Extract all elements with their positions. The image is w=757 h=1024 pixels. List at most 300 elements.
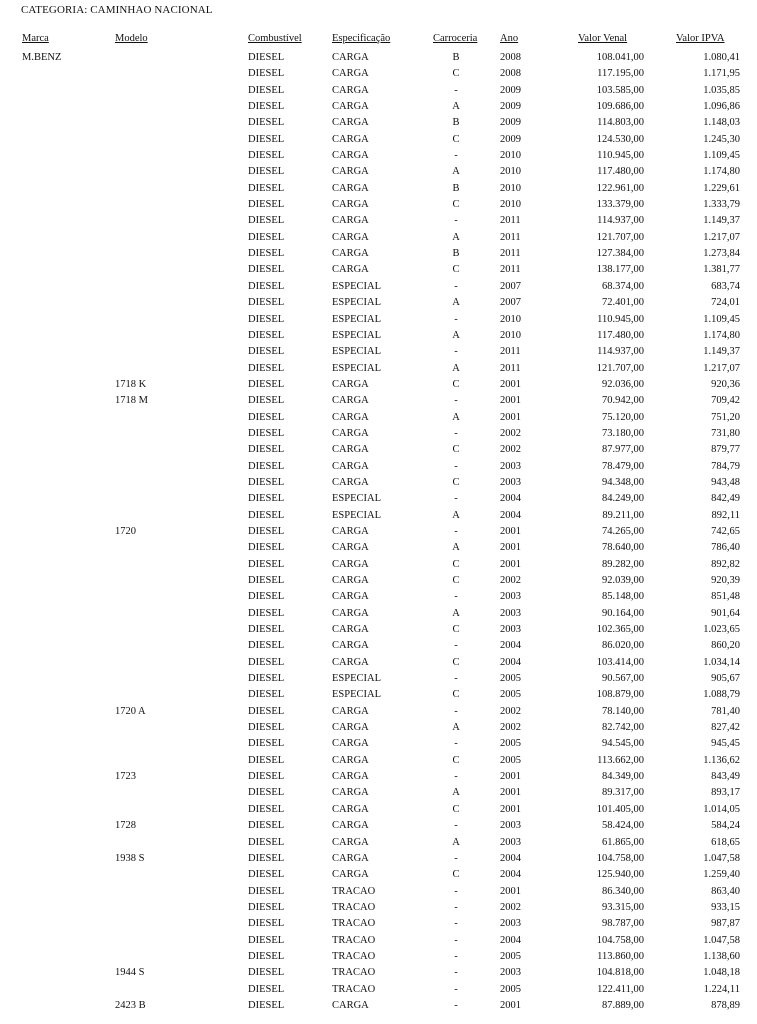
cell-ano: 2008 [500,68,521,80]
table-row [0,100,757,116]
table-row [0,934,757,950]
cell-especificacao: CARGA [332,101,369,113]
cell-carroceria: - [454,918,458,930]
table-row [0,345,757,361]
cell-ano: 2005 [500,983,521,995]
cell-valor-venal: 113.860,00 [597,950,644,962]
cell-valor-ipva: 893,17 [711,787,740,799]
cell-carroceria: - [454,673,458,685]
cell-valor-ipva: 1.047,58 [703,852,740,864]
column-header-especificacao: Especificação [332,33,391,44]
table-row [0,149,757,165]
cell-carroceria: A [452,542,460,554]
cell-carroceria: - [454,640,458,652]
table-row [0,394,757,410]
cell-carroceria: C [452,378,460,390]
cell-carroceria: - [454,999,458,1011]
cell-combustivel: DIESEL [248,673,285,685]
cell-valor-venal: 102.365,00 [596,624,644,636]
cell-valor-venal: 114.803,00 [597,117,644,129]
cell-valor-venal: 125.940,00 [596,869,644,881]
cell-especificacao: CARGA [332,771,369,783]
cell-carroceria: - [454,395,458,407]
table-row [0,525,757,541]
cell-especificacao: CARGA [332,869,369,881]
cell-especificacao: CARGA [332,575,369,586]
cell-valor-ipva: 1.149,37 [703,215,740,227]
cell-carroceria: C [452,803,460,815]
cell-ano: 2001 [500,787,521,799]
cell-carroceria: - [454,346,458,358]
cell-valor-ipva: 751,20 [711,411,740,423]
cell-carroceria: - [454,150,458,162]
cell-carroceria: C [452,656,460,668]
cell-ano: 2007 [500,280,521,292]
cell-valor-venal: 84.349,00 [602,771,644,783]
cell-valor-venal: 84.249,00 [602,493,644,505]
cell-valor-venal: 108.879,00 [596,689,644,701]
cell-valor-venal: 75.120,00 [602,411,644,423]
cell-valor-venal: 124.530,00 [596,133,644,145]
cell-carroceria: - [454,525,458,537]
cell-valor-ipva: 1.080,41 [703,52,740,63]
cell-ano: 2001 [500,378,521,390]
table-row [0,885,757,901]
cell-valor-ipva: 683,74 [711,280,740,292]
cell-combustivel: DIESEL [248,215,285,227]
cell-valor-ipva: 863,40 [711,885,740,897]
cell-ano: 2009 [500,117,521,129]
cell-valor-ipva: 842,49 [711,493,740,505]
cell-especificacao: CARGA [332,705,369,717]
cell-carroceria: - [454,983,458,995]
cell-carroceria: C [452,558,460,570]
cell-valor-ipva: 1.174,80 [703,166,740,178]
cell-carroceria: - [454,771,458,783]
cell-carroceria: - [454,313,458,325]
cell-combustivel: DIESEL [248,820,285,832]
cell-especificacao: CARGA [332,52,369,63]
cell-ano: 2008 [500,52,521,63]
column-header-valor-ipva: Valor IPVA [676,33,725,44]
cell-valor-ipva: 1.034,14 [703,656,740,668]
cell-especificacao: CARGA [332,117,369,129]
cell-ano: 2005 [500,950,521,962]
cell-valor-venal: 74.265,00 [602,525,644,537]
cell-combustivel: DIESEL [248,444,285,456]
table-row [0,754,757,770]
cell-ano: 2007 [500,297,521,309]
column-header-ano: Ano [500,33,519,44]
table-row [0,443,757,459]
cell-especificacao: CARGA [332,411,369,423]
table-row [0,672,757,688]
cell-especificacao: CARGA [332,264,369,276]
cell-combustivel: DIESEL [248,640,285,652]
cell-valor-venal: 117.195,00 [597,68,644,80]
cell-valor-ipva: 1.088,79 [703,689,740,701]
cell-especificacao: ESPECIAL [332,362,382,374]
cell-valor-venal: 109.686,00 [596,101,644,113]
cell-combustivel: DIESEL [248,166,285,178]
cell-carroceria: - [454,460,458,472]
cell-carroceria: C [452,869,460,881]
cell-ano: 2003 [500,607,521,619]
cell-carroceria: - [454,820,458,832]
table-row [0,362,757,378]
cell-valor-ipva: 1.047,58 [703,934,740,946]
cell-valor-venal: 73.180,00 [602,427,644,439]
cell-ano: 2010 [500,199,521,211]
cell-carroceria: - [454,215,458,227]
cell-ano: 2004 [500,934,521,946]
cell-valor-ipva: 933,15 [711,901,740,913]
cell-especificacao: ESPECIAL [332,329,382,341]
cell-combustivel: DIESEL [248,101,285,113]
cell-ano: 2003 [500,460,521,472]
cell-ano: 2001 [500,803,521,815]
cell-ano: 2011 [500,215,521,227]
cell-valor-ipva: 1.048,18 [703,967,740,979]
cell-ano: 2002 [500,575,521,586]
cell-especificacao: CARGA [332,803,369,815]
cell-valor-ipva: 901,64 [711,607,740,619]
cell-combustivel: DIESEL [248,525,285,537]
cell-valor-venal: 104.818,00 [596,967,644,979]
cell-combustivel: DIESEL [248,378,285,390]
cell-valor-ipva: 1.381,77 [703,264,740,276]
cell-valor-venal: 92.036,00 [602,378,644,390]
cell-valor-ipva: 1.096,86 [703,101,740,113]
table-row [0,574,757,590]
cell-carroceria: B [452,182,460,194]
cell-ano: 2002 [500,427,521,439]
cell-carroceria: A [452,101,460,113]
cell-combustivel: DIESEL [248,150,285,162]
cell-carroceria: - [454,852,458,864]
cell-valor-venal: 94.348,00 [602,476,644,488]
cell-valor-ipva: 709,42 [711,395,740,407]
cell-valor-ipva: 724,01 [711,297,740,309]
cell-ano: 2003 [500,836,521,848]
cell-combustivel: DIESEL [248,297,285,309]
cell-valor-ipva: 781,40 [711,705,740,717]
cell-combustivel: DIESEL [248,395,285,407]
cell-valor-venal: 110.945,00 [597,313,644,325]
cell-valor-ipva: 1.171,95 [703,68,740,80]
cell-valor-ipva: 1.136,62 [703,754,740,766]
cell-carroceria: A [452,297,460,309]
cell-especificacao: CARGA [332,525,369,537]
cell-combustivel: DIESEL [248,967,285,979]
cell-valor-ipva: 1.174,80 [703,329,740,341]
cell-especificacao: CARGA [332,199,369,211]
cell-especificacao: CARGA [332,738,369,750]
cell-combustivel: DIESEL [248,999,285,1011]
cell-valor-ipva: 987,87 [711,918,740,930]
cell-ano: 2003 [500,820,521,832]
cell-carroceria: C [452,68,460,80]
cell-modelo: 1718 M [115,395,148,407]
cell-combustivel: DIESEL [248,901,285,913]
column-header-combustivel: Combustível [248,33,302,44]
cell-carroceria: C [452,624,460,636]
cell-ano: 2002 [500,705,521,717]
cell-combustivel: DIESEL [248,199,285,211]
cell-ano: 2004 [500,869,521,881]
cell-ano: 2010 [500,182,521,194]
cell-modelo: 1944 S [115,967,145,979]
cell-combustivel: DIESEL [248,934,285,946]
cell-valor-venal: 110.945,00 [597,150,644,162]
cell-carroceria: - [454,901,458,913]
cell-ano: 2002 [500,901,521,913]
cell-valor-ipva: 1.229,61 [703,182,740,194]
cell-carroceria: B [452,52,460,63]
table-row [0,67,757,83]
cell-carroceria: A [452,509,460,521]
cell-valor-ipva: 945,45 [711,738,740,750]
cell-carroceria: A [452,166,460,178]
cell-especificacao: CARGA [332,231,369,243]
cell-valor-venal: 92.039,00 [602,575,644,586]
cell-especificacao: CARGA [332,248,369,260]
cell-ano: 2004 [500,656,521,668]
cell-ano: 2001 [500,542,521,554]
cell-carroceria: - [454,934,458,946]
cell-especificacao: CARGA [332,215,369,227]
cell-valor-ipva: 784,79 [711,460,740,472]
cell-combustivel: DIESEL [248,313,285,325]
cell-ano: 2010 [500,166,521,178]
table-row [0,296,757,312]
cell-valor-ipva: 731,80 [711,427,740,439]
table-body [0,51,757,1015]
cell-ano: 2003 [500,967,521,979]
cell-combustivel: DIESEL [248,264,285,276]
cell-carroceria: B [452,117,460,129]
cell-valor-venal: 122.961,00 [596,182,644,194]
cell-valor-venal: 86.340,00 [602,885,644,897]
cell-valor-venal: 101.405,00 [596,803,644,815]
cell-valor-venal: 78.140,00 [602,705,644,717]
cell-especificacao: CARGA [332,836,369,848]
cell-combustivel: DIESEL [248,558,285,570]
table-row [0,721,757,737]
cell-valor-venal: 90.164,00 [602,607,644,619]
cell-valor-ipva: 879,77 [711,444,740,456]
cell-valor-venal: 127.384,00 [596,248,644,260]
table-row [0,492,757,508]
cell-valor-ipva: 892,11 [711,509,740,521]
cell-valor-ipva: 1.333,79 [703,199,740,211]
cell-valor-ipva: 892,82 [711,558,740,570]
table-row [0,378,757,394]
cell-especificacao: CARGA [332,999,369,1011]
table-row [0,770,757,786]
cell-valor-ipva: 827,42 [711,722,740,734]
cell-valor-venal: 113.662,00 [597,754,644,766]
column-header-carroceria: Carroceria [433,33,478,44]
cell-combustivel: DIESEL [248,575,285,586]
cell-carroceria: A [452,607,460,619]
cell-marca: M.BENZ [22,52,62,63]
cell-valor-ipva: 584,24 [711,820,740,832]
cell-especificacao: ESPECIAL [332,509,382,521]
cell-ano: 2003 [500,918,521,930]
cell-valor-ipva: 1.014,05 [703,803,740,815]
cell-combustivel: DIESEL [248,411,285,423]
cell-ano: 2001 [500,771,521,783]
cell-especificacao: CARGA [332,558,369,570]
cell-combustivel: DIESEL [248,542,285,554]
cell-combustivel: DIESEL [248,427,285,439]
cell-valor-venal: 117.480,00 [597,166,644,178]
cell-modelo: 1723 [115,771,136,783]
cell-valor-venal: 86.020,00 [602,640,644,652]
cell-especificacao: TRACAO [332,901,376,913]
cell-valor-ipva: 943,48 [711,476,740,488]
cell-carroceria: - [454,84,458,96]
cell-especificacao: CARGA [332,150,369,162]
cell-valor-venal: 89.317,00 [602,787,644,799]
cell-carroceria: A [452,836,460,848]
cell-valor-venal: 108.041,00 [596,52,644,63]
table-row [0,786,757,802]
table-row [0,688,757,704]
cell-valor-venal: 87.889,00 [602,999,644,1011]
cell-combustivel: DIESEL [248,182,285,194]
table-row [0,476,757,492]
cell-valor-ipva: 1.109,45 [703,150,740,162]
cell-ano: 2001 [500,525,521,537]
cell-especificacao: CARGA [332,395,369,407]
cell-ano: 2011 [500,248,521,260]
cell-combustivel: DIESEL [248,918,285,930]
cell-carroceria: C [452,575,460,586]
cell-valor-ipva: 1.217,07 [703,362,740,374]
cell-valor-ipva: 905,67 [711,673,740,685]
table-row [0,623,757,639]
table-row [0,541,757,557]
cell-combustivel: DIESEL [248,607,285,619]
table-row [0,263,757,279]
cell-valor-ipva: 1.217,07 [703,231,740,243]
cell-ano: 2011 [500,346,521,358]
cell-especificacao: ESPECIAL [332,689,382,701]
cell-ano: 2005 [500,673,521,685]
table-row [0,803,757,819]
table-row [0,329,757,345]
cell-valor-ipva: 1.224,11 [703,983,740,995]
cell-combustivel: DIESEL [248,84,285,96]
cell-especificacao: CARGA [332,133,369,145]
cell-carroceria: A [452,411,460,423]
table-row [0,819,757,835]
cell-valor-ipva: 1.148,03 [703,117,740,129]
cell-valor-ipva: 1.023,65 [703,624,740,636]
cell-combustivel: DIESEL [248,329,285,341]
cell-combustivel: DIESEL [248,248,285,260]
cell-valor-venal: 90.567,00 [602,673,644,685]
cell-valor-venal: 82.742,00 [602,722,644,734]
cell-ano: 2004 [500,852,521,864]
cell-especificacao: CARGA [332,542,369,554]
column-header-valor-venal: Valor Venal [578,33,628,44]
cell-especificacao: CARGA [332,591,369,603]
cell-carroceria: A [452,787,460,799]
cell-especificacao: CARGA [332,444,369,456]
cell-valor-ipva: 618,65 [711,836,740,848]
cell-carroceria: C [452,689,460,701]
cell-valor-venal: 70.942,00 [602,395,644,407]
cell-especificacao: TRACAO [332,934,376,946]
cell-combustivel: DIESEL [248,117,285,129]
cell-valor-ipva: 860,20 [711,640,740,652]
table-row [0,313,757,329]
cell-valor-ipva: 786,40 [711,542,740,554]
cell-valor-ipva: 1.109,45 [703,313,740,325]
cell-valor-ipva: 1.138,60 [703,950,740,962]
cell-especificacao: TRACAO [332,983,376,995]
cell-ano: 2005 [500,754,521,766]
cell-ano: 2009 [500,84,521,96]
cell-combustivel: DIESEL [248,852,285,864]
cell-modelo: 2423 B [115,999,146,1011]
table-row [0,280,757,296]
cell-carroceria: C [452,444,460,456]
cell-carroceria: C [452,264,460,276]
cell-especificacao: CARGA [332,182,369,194]
table-row [0,966,757,982]
cell-carroceria: - [454,738,458,750]
cell-combustivel: DIESEL [248,68,285,80]
cell-carroceria: C [452,476,460,488]
cell-modelo: 1718 K [115,378,147,390]
table-row [0,852,757,868]
cell-ano: 2003 [500,624,521,636]
table-row [0,84,757,100]
cell-especificacao: TRACAO [332,918,376,930]
cell-valor-venal: 78.479,00 [602,460,644,472]
cell-combustivel: DIESEL [248,803,285,815]
cell-combustivel: DIESEL [248,950,285,962]
cell-especificacao: ESPECIAL [332,297,382,309]
cell-valor-ipva: 1.245,30 [703,133,740,145]
category-title: CATEGORIA: CAMINHAO NACIONAL [21,4,213,16]
cell-ano: 2001 [500,411,521,423]
table-row [0,411,757,427]
cell-valor-ipva: 742,65 [711,525,740,537]
table-row [0,656,757,672]
cell-especificacao: CARGA [332,787,369,799]
cell-ano: 2004 [500,509,521,521]
cell-especificacao: CARGA [332,722,369,734]
table-row [0,427,757,443]
cell-valor-venal: 114.937,00 [597,346,644,358]
cell-valor-venal: 121.707,00 [596,362,644,374]
cell-especificacao: TRACAO [332,967,376,979]
cell-valor-venal: 89.211,00 [602,509,644,521]
cell-valor-venal: 72.401,00 [602,297,644,309]
cell-valor-venal: 103.585,00 [596,84,644,96]
table-row [0,116,757,132]
cell-especificacao: CARGA [332,852,369,864]
cell-valor-venal: 121.707,00 [596,231,644,243]
cell-carroceria: - [454,427,458,439]
cell-especificacao: CARGA [332,84,369,96]
cell-ano: 2010 [500,150,521,162]
